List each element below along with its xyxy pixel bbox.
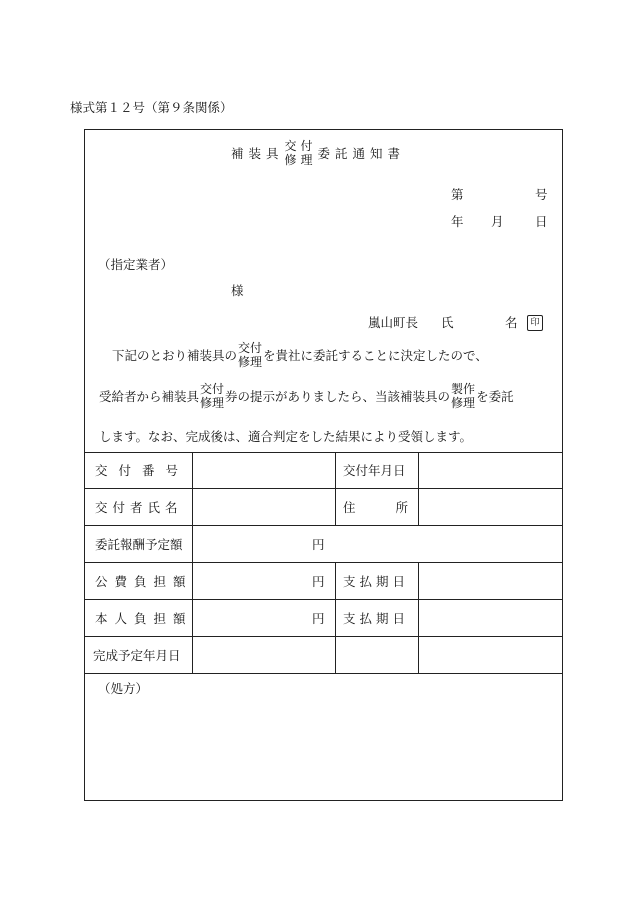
yen-public-burden: 円 [312,573,325,589]
form-id: 様式第１２号（第９条関係） [70,100,233,115]
label-self-burden: 本人負担額 [95,610,193,626]
form-title [231,140,405,168]
field-payment-date-1[interactable] [419,563,561,599]
title-alt-top: 交付 [284,139,317,153]
label-address: 住所 [343,499,449,515]
notice-form [84,129,563,801]
field-address[interactable] [419,489,561,525]
body-line-2 [99,383,514,411]
body-line-3: します。なお、完成後は、適合判定をした結果により受領します。 [99,429,473,444]
label-completion-date: 完成予定年月日 [93,647,181,663]
date-day: 日 [535,214,548,229]
doc-number-suffix: 号 [535,187,548,202]
body-line-1 [112,342,488,370]
title-alt-bottom: 修理 [284,152,317,167]
title-prefix: 補装具 [231,145,284,161]
field-issue-date[interactable] [419,453,561,488]
body-l2-alt-bottom: 修理 [200,395,225,410]
col-rule [335,562,336,673]
date-month: 月 [491,214,504,229]
body-l2-alternatives-2 [451,383,475,411]
addressee-label: （指定業者） [98,257,174,272]
row-rule [85,673,562,674]
title-alternatives [285,140,317,168]
body-l2-c: を委託 [476,388,514,404]
addressee-honorific: 様 [231,283,244,298]
col-rule [335,452,336,525]
seal-mark: 印 [527,315,543,331]
body-l2-alt2-bottom: 修理 [451,395,476,410]
body-l2-alt2-top: 製作 [451,382,476,396]
body-l1-alternatives [238,342,262,370]
field-payment-date-2[interactable] [419,600,561,636]
yen-commission-fee: 円 [312,536,325,552]
label-payment-date-1: 支払期日 [343,573,410,589]
label-commission-fee: 委託報酬予定額 [95,536,183,552]
label-issue-number: 交付番号 [95,463,190,478]
field-issue-number[interactable] [193,453,334,488]
body-l2-alternatives [200,383,224,411]
body-l2-b: 券の提示がありましたら、当該補装具の [225,388,451,404]
body-l1-alt-bottom: 修理 [238,354,263,369]
date-year: 年 [451,214,464,229]
body-l1-b: を貴社に委託することに決定したので、 [263,347,488,363]
field-prescription[interactable] [86,700,561,798]
sender-shi: 氏 [441,315,454,330]
yen-self-burden: 円 [312,610,325,626]
field-recipient-name[interactable] [193,489,334,525]
field-completion-date[interactable] [193,637,334,673]
doc-number-prefix: 第 [451,187,464,202]
label-payment-date-2: 支払期日 [343,610,410,626]
body-l1-alt-top: 交付 [238,341,263,355]
label-recipient-name: 交付者氏名 [95,499,183,515]
body-l1-a: 下記のとおり補装具の [112,347,238,363]
sender-title: 嵐山町長 [368,315,419,330]
body-l2-alt-top: 交付 [200,382,225,396]
title-suffix: 委託通知書 [317,145,406,161]
label-prescription: （処方） [98,681,149,696]
sender-mei: 名 [505,315,518,330]
label-issue-date: 交付年月日 [343,463,406,478]
body-l2-a: 受給者から補装具 [99,388,200,404]
label-public-burden: 公費負担額 [95,573,193,589]
